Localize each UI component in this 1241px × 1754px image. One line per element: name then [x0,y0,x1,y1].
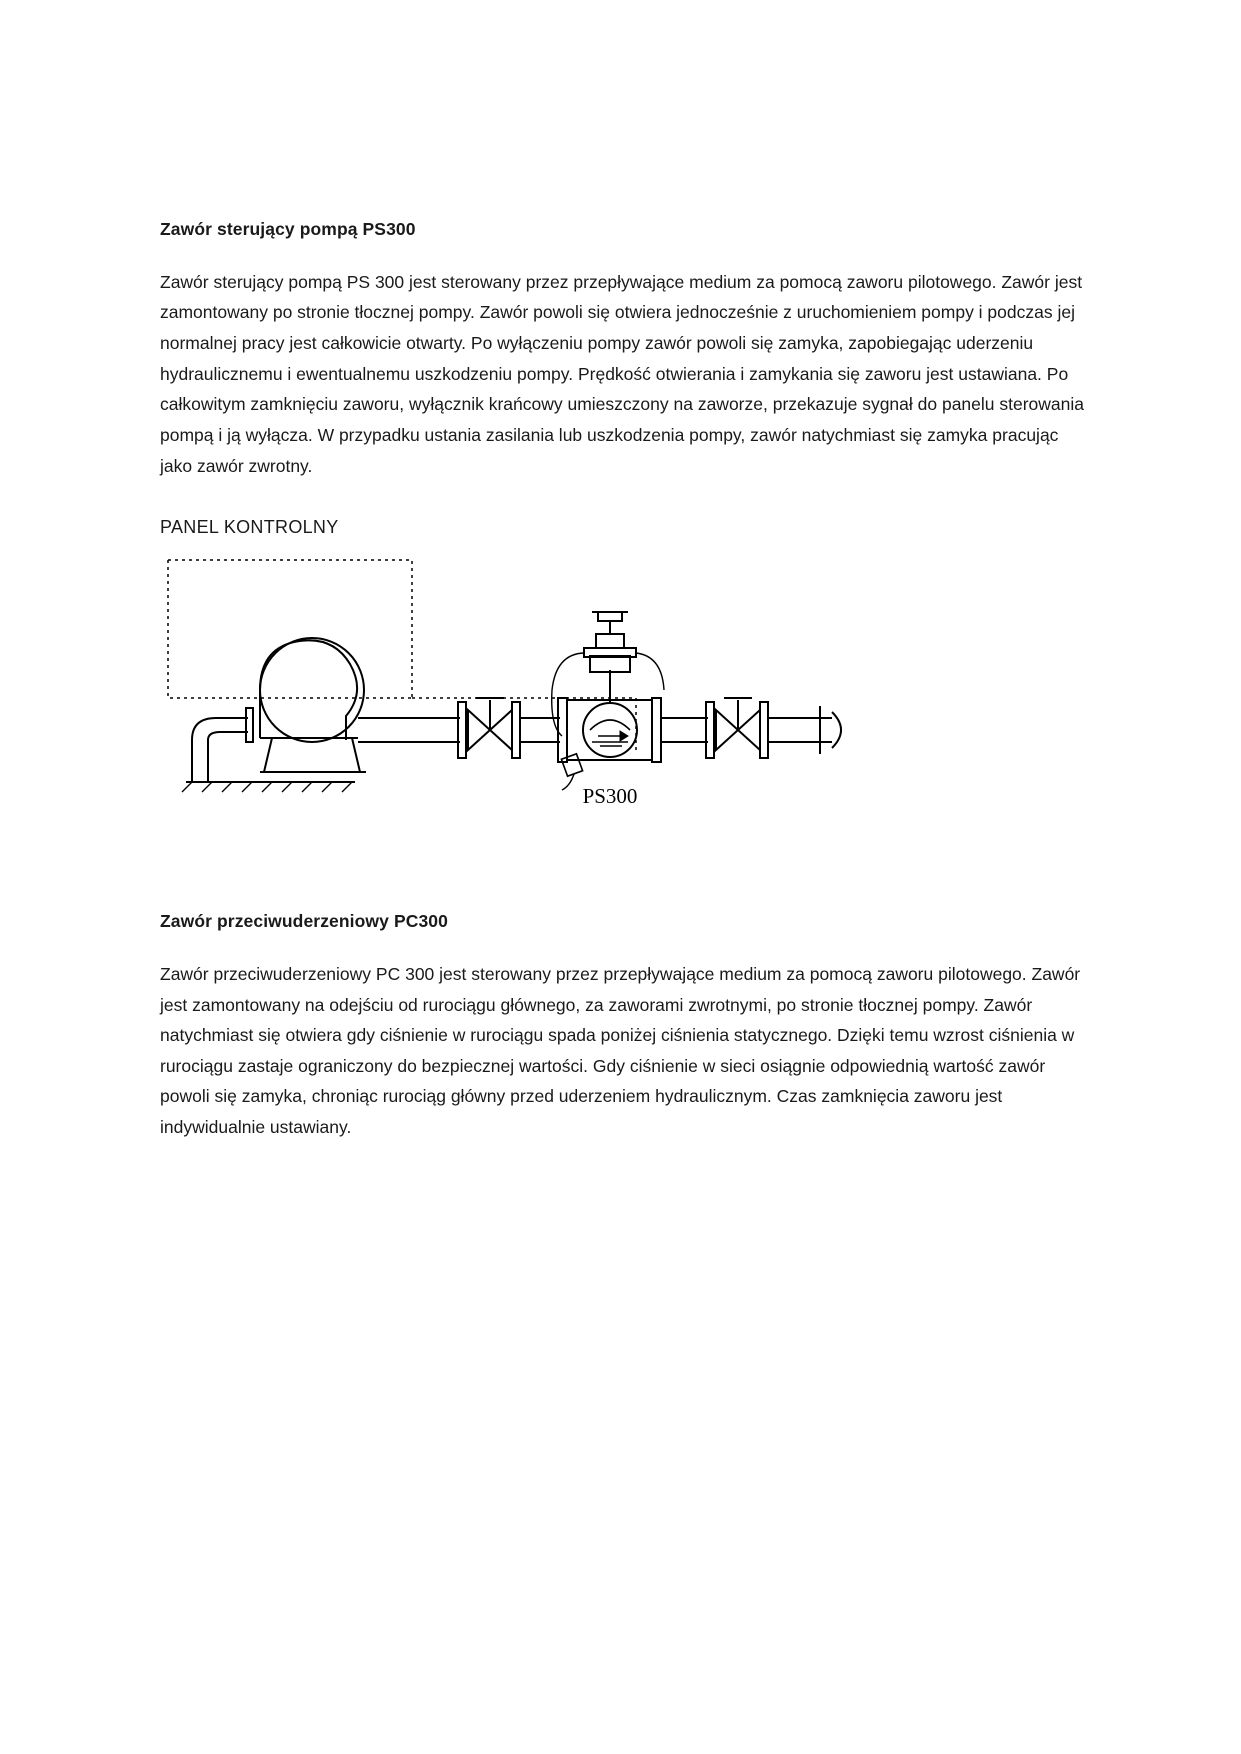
document-content [160,218,1090,1143]
control-signal-line [168,560,636,750]
ground-hatching [182,782,352,792]
section-heading-ps300: Zawór sterujący pompą PS300 [160,219,416,239]
section-paragraph-pc300: Zawór przeciwuderzeniowy PC 300 jest sterowany przez przepływające medium za pomocą zaworu pilotowego. Zawór jest zamontowany na odejściu od rurociągu głównego, za zaworami zwrotnymi, po stronie tłocznej pompy. Zawór natychmiast się otwiera gdy ciśnienie w rurociągu spada poniżej ciśnienia statycznego. Dzięki temu wzrost ciśnienia w rurociągu zastaje ograniczony do bezpiecznej wartości. Gdy ciśnienie w sieci osiągnie odpowiednią wartość zawór powoli się zamyka, chroniąc rurociąg główny przed uderzeniem hydraulicznym. Czas zamknięcia zaworu jest indywidualnie ustawiany. [160,963,1081,1137]
figure-pump-valve-diagram [160,550,960,840]
pump-valve-schematic [160,550,960,840]
section-paragraph-ps300: Zawór sterujący pompą PS 300 jest sterowany przez przepływające medium za pomocą zaworu pilotowego. Zawór jest zamontowany po stronie tłocznej pompy. Zawór powoli się otwiera jednocześnie z uruchomieniem pompy i podczas jej normalnej pracy jest całkowicie otwarty. Po wyłączeniu pompy zawór powoli się zamyka, zapobiegając uderzeniu hydraulicznemu i ewentualnemu uszkodzeniu pompy. Prędkość otwierania i zamykania się zaworu jest ustawiana. Po całkowitym zamknięciu zaworu, wyłącznik krańcowy umieszczony na zaworze, przekazuje sygnał do panelu sterowania pompą i ją wyłącza. W przypadku ustania zasilania lub uszkodzenia pompy, zawór natychmiast się zamyka pracując jako zawór zwrotny. [160,271,1085,476]
section-heading-pc300: Zawór przeciwuderzeniowy PC300 [160,911,448,932]
section-block-pc300 [160,910,1090,1143]
figure-valve-label: PS300 [582,784,638,809]
figure-panel-label: PANEL KONTROLNY [160,517,339,538]
